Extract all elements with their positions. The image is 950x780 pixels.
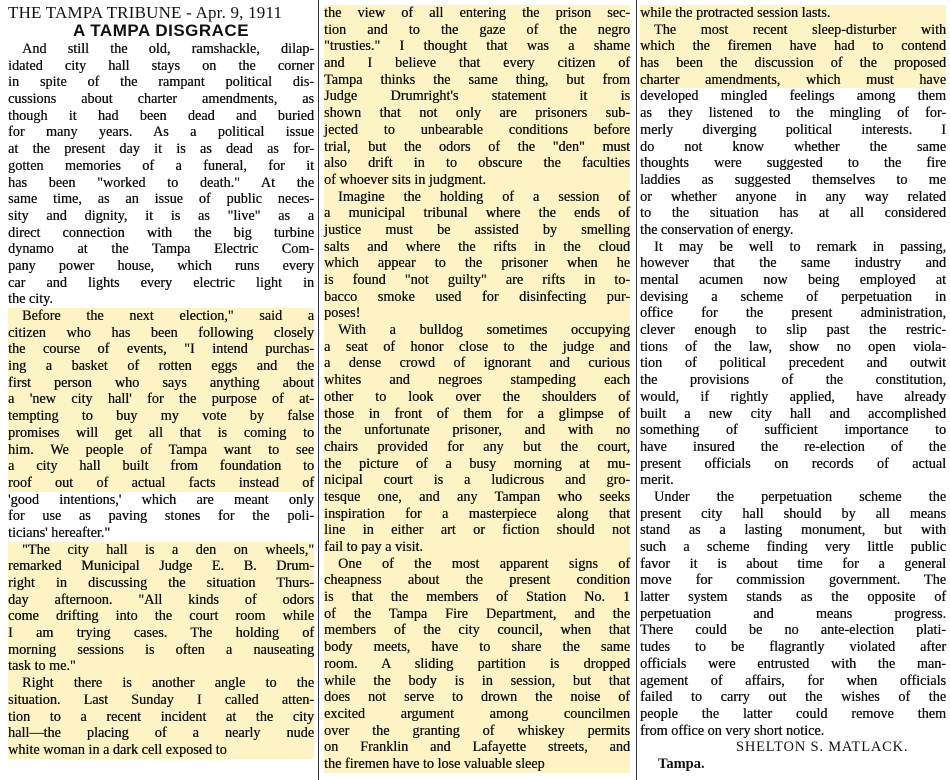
text-line: direct connection with the big turbine [8, 224, 314, 241]
text-line: ticians' hereafter." [8, 524, 111, 541]
article-column-3 [640, 3, 946, 773]
text-line: failed to carry out the wishes of the [640, 689, 946, 706]
text-line: jected to unbearable conditions before [324, 121, 630, 138]
column-rule [318, 0, 319, 780]
text-line: nicipal court is a ludicrous and gro- [324, 472, 630, 489]
text-line: sity and dignity, it is as "live" as a [8, 207, 314, 224]
text-line: body meets, have to share the same [324, 639, 630, 656]
text-line: those in front of them for a glimpse of [324, 405, 630, 422]
text-line: do not know whether the same [640, 138, 946, 155]
text-line: poses! [324, 305, 630, 322]
text-line: in spite of the rampant political dis- [8, 74, 314, 91]
text-line: something of sufficient importance to [640, 422, 946, 439]
text-line: of whoever sits in judgment. [324, 172, 630, 189]
text-line: tion and to the gaze of the negro [324, 21, 630, 38]
text-line: have insured the re-election of the [640, 438, 946, 455]
text-line: chairs provided for any but the court, [324, 438, 630, 455]
text-line: would, if rightly applied, have already [640, 388, 946, 405]
column-rule [636, 0, 637, 780]
text-line: "trusties." I thought that was a shame [324, 38, 630, 55]
text-line: cussions about charter amendments, as [8, 91, 314, 108]
text-line: officials were entrusted with the man- [640, 655, 946, 672]
text-line: fail to pay a visit. [324, 539, 630, 556]
text-line: present city hall should by all means [640, 505, 946, 522]
text-line: It may be well to remark in passing, [654, 238, 946, 255]
text-line: other to look over the shoulders of [324, 388, 630, 405]
text-line: I am trying cases. The holding of [8, 625, 314, 642]
text-line: on Franklin and Lafayette streets, and [324, 739, 630, 756]
text-line: tions of the law, show no open viola- [640, 338, 946, 355]
text-line: line in either art or fiction should not [324, 522, 630, 539]
text-line: pany power house, which runs every [8, 257, 314, 274]
text-line: the provisions of the constitution, [640, 372, 946, 389]
text-line: salts and where the rifts in the cloud [324, 238, 630, 255]
text-line: day afternoon. "All kinds of odors [8, 591, 314, 608]
text-line: favor it is about time for a general [640, 555, 946, 572]
column-body [8, 41, 314, 759]
text-line: over the granting of whiskey permits [324, 722, 630, 739]
text-line: is that the members of Station No. 1 [324, 589, 630, 606]
text-line: same time, as an issue of public neces- [8, 191, 314, 208]
text-line: people the latter could remove them [640, 705, 946, 722]
text-line: Imagine the holding of a session of [324, 189, 630, 206]
text-line: clever enough to slip past the restric- [640, 322, 946, 339]
text-line: situation. Last Sunday I called atten- [8, 691, 314, 708]
text-line: agement of affairs, for when officials [640, 672, 946, 689]
text-line: One of the most apparent signs of [324, 556, 630, 573]
text-line: also drift in to obscure the faculties [324, 155, 630, 172]
text-line: With a bulldog sometimes occupying [324, 322, 630, 339]
text-line: the firemen have to lose valuable sleep [324, 756, 630, 773]
column-body [640, 5, 946, 739]
text-line: tion of political precedent and outwit [640, 355, 946, 372]
text-line: promises will get all that is coming to [8, 424, 314, 441]
text-line: move for commission government. The [640, 572, 946, 589]
text-line: laddies as suggested themselves to me [640, 171, 946, 188]
text-line: does not serve to drown the noise of [324, 689, 630, 706]
text-line: car and lights every electric light in [8, 274, 314, 291]
article-column-1 [8, 3, 314, 759]
text-line: the conservation of energy. [640, 221, 794, 238]
text-line: right in discussing the situation Thurs- [8, 575, 314, 591]
text-line: though it had been dead and buried [8, 107, 314, 124]
text-line: excited argument among councilmen [324, 705, 630, 722]
text-line: tesque one, and any Tampan who seeks [324, 488, 630, 505]
text-line: such a scheme finding very little public [640, 539, 946, 555]
text-line: "The city hall is a den on wheels," [8, 542, 314, 559]
text-line: as they listened to the mingling of for- [640, 105, 946, 122]
text-line: present officials on records of actual [640, 455, 946, 472]
text-line: And still the old, ramshackle, dilap- [22, 41, 314, 57]
text-line: remarked Municipal Judge E. B. Drum- [8, 558, 314, 575]
text-line: first person who says anything about [8, 374, 314, 391]
column-body [324, 5, 630, 773]
text-line: is found "not guilty" are rifts in to- [324, 272, 630, 288]
text-line: him. We people of Tampa want to see [8, 441, 314, 458]
text-line: which the firemen have had to contend [640, 38, 946, 55]
text-line: has been "worked to death." At the [8, 174, 314, 191]
text-line: built a new city hall and accomplished [640, 405, 946, 422]
headline: A TAMPA DISGRACE [72, 21, 250, 40]
text-line: while the protracted session lasts. [640, 5, 946, 22]
text-line: idated city hall stays on the corner [8, 57, 314, 74]
text-line: merly diverging political interests. I [640, 121, 946, 138]
text-line: a 'new city hall' for the purpose of at- [8, 391, 314, 408]
text-line: for use as paving stones for the poli- [8, 508, 314, 525]
text-line: task to me." [8, 658, 314, 675]
text-line: or whether anyone in any way related [640, 188, 946, 205]
text-line: cheapness about the present condition [324, 572, 630, 589]
text-line: merit. [640, 472, 674, 489]
text-line: the unfortunate prisoner, and with no [324, 422, 630, 439]
text-line: and I believe that every citizen of [324, 55, 630, 72]
text-line: the view of all entering the prison sec- [324, 5, 630, 21]
text-line: tion to a recent incident at the city [8, 708, 314, 725]
text-line: office for the present administration, [640, 305, 946, 322]
text-line: ing a basket of rotten eggs and the [8, 358, 314, 375]
text-line: gotten memories of a funeral, for it [8, 157, 314, 174]
author-signature: SHELTON S. MATLACK. [736, 739, 909, 756]
masthead: THE TAMPA TRIBUNE - Apr. 9, 1911 [8, 3, 283, 22]
text-line: roof out of actual facts instead of [8, 474, 314, 491]
text-line: the course of events, "I intend purchas- [8, 341, 314, 358]
text-line: the picture of a busy morning at mu- [324, 455, 630, 472]
text-line: bacco smoke used for disinfecting pur- [324, 288, 630, 305]
text-line: citizen who has been following closely [8, 324, 314, 341]
text-line: perpetuation and means progress. [640, 605, 946, 622]
text-line: There could be no ante-election plati- [640, 622, 946, 639]
text-line: tempting to buy my vote by false [8, 408, 314, 425]
text-line: inspiration for a masterpiece along that [324, 505, 630, 522]
text-line: devising a scheme of perpetuation in [640, 288, 946, 305]
text-line: Tampa thinks the same thing, but from [324, 71, 630, 88]
text-line: justice must be assisted by smelling [324, 221, 630, 238]
text-line: latter system stands as the opposite of [640, 589, 946, 606]
text-line: a seat of honor close to the judge and [324, 338, 630, 355]
text-line: the city. [8, 291, 53, 308]
text-line: 'good intentions,' which are meant only [8, 491, 314, 508]
text-line: a municipal tribunal where the ends of [324, 205, 630, 222]
text-line: stand as a lasting monument, but with [640, 522, 946, 539]
text-line: morning sessions is often a nauseating [8, 641, 314, 658]
text-line: thoughts were suggested to the fire [640, 155, 946, 172]
text-line: while the body is in session, but that [324, 672, 630, 689]
text-line: white woman in a dark cell exposed to [8, 742, 314, 759]
text-line: shown that not only are prisoners sub- [324, 105, 630, 122]
article-column-2 [324, 3, 630, 773]
text-line: Before the next election," said a [8, 308, 314, 325]
text-line: charter amendments, which must have [640, 71, 946, 88]
text-line: Judge Drumright's statement it is [324, 88, 630, 105]
text-line: mental acumen now being employed at [640, 272, 946, 288]
text-line: which appear to the prisoner when he [324, 255, 630, 272]
text-line: however that the same industry and [640, 255, 946, 272]
text-line: tudes to be flagrantly violated after [640, 639, 946, 656]
text-line: The most recent sleep-disturber with [640, 22, 946, 39]
text-line: trial, but the odors of the "den" must [324, 138, 630, 155]
text-line: whites and negroes stampeding each [324, 372, 630, 389]
text-line: has been the discussion of the proposed [640, 55, 946, 72]
text-line: from office on very short notice. [640, 722, 825, 739]
text-line: a dense crowd of ignorant and curious [324, 355, 630, 372]
text-line: for many years. As a political issue [8, 124, 314, 141]
text-line: members of the city council, when that [324, 622, 630, 639]
text-line: dynamo at the Tampa Electric Com- [8, 241, 314, 258]
text-line: to the situation has at all considered [640, 205, 946, 222]
text-line: Right there is another angle to the [8, 675, 314, 692]
text-line: come drifting into the court room while [8, 608, 314, 625]
text-line: a city hall built from foundation to [8, 458, 314, 475]
text-line: developed mingled feelings among them [640, 88, 946, 105]
text-line: Under the perpetuation scheme the [654, 488, 946, 505]
text-line: of the Tampa Fire Department, and the [324, 605, 630, 622]
text-line: at the present day it is as dead as for- [8, 141, 314, 158]
dateline-place: Tampa. [658, 755, 705, 772]
text-line: hall—the placing of a nearly nude [8, 725, 314, 742]
text-line: room. A sliding partition is dropped [324, 655, 630, 672]
